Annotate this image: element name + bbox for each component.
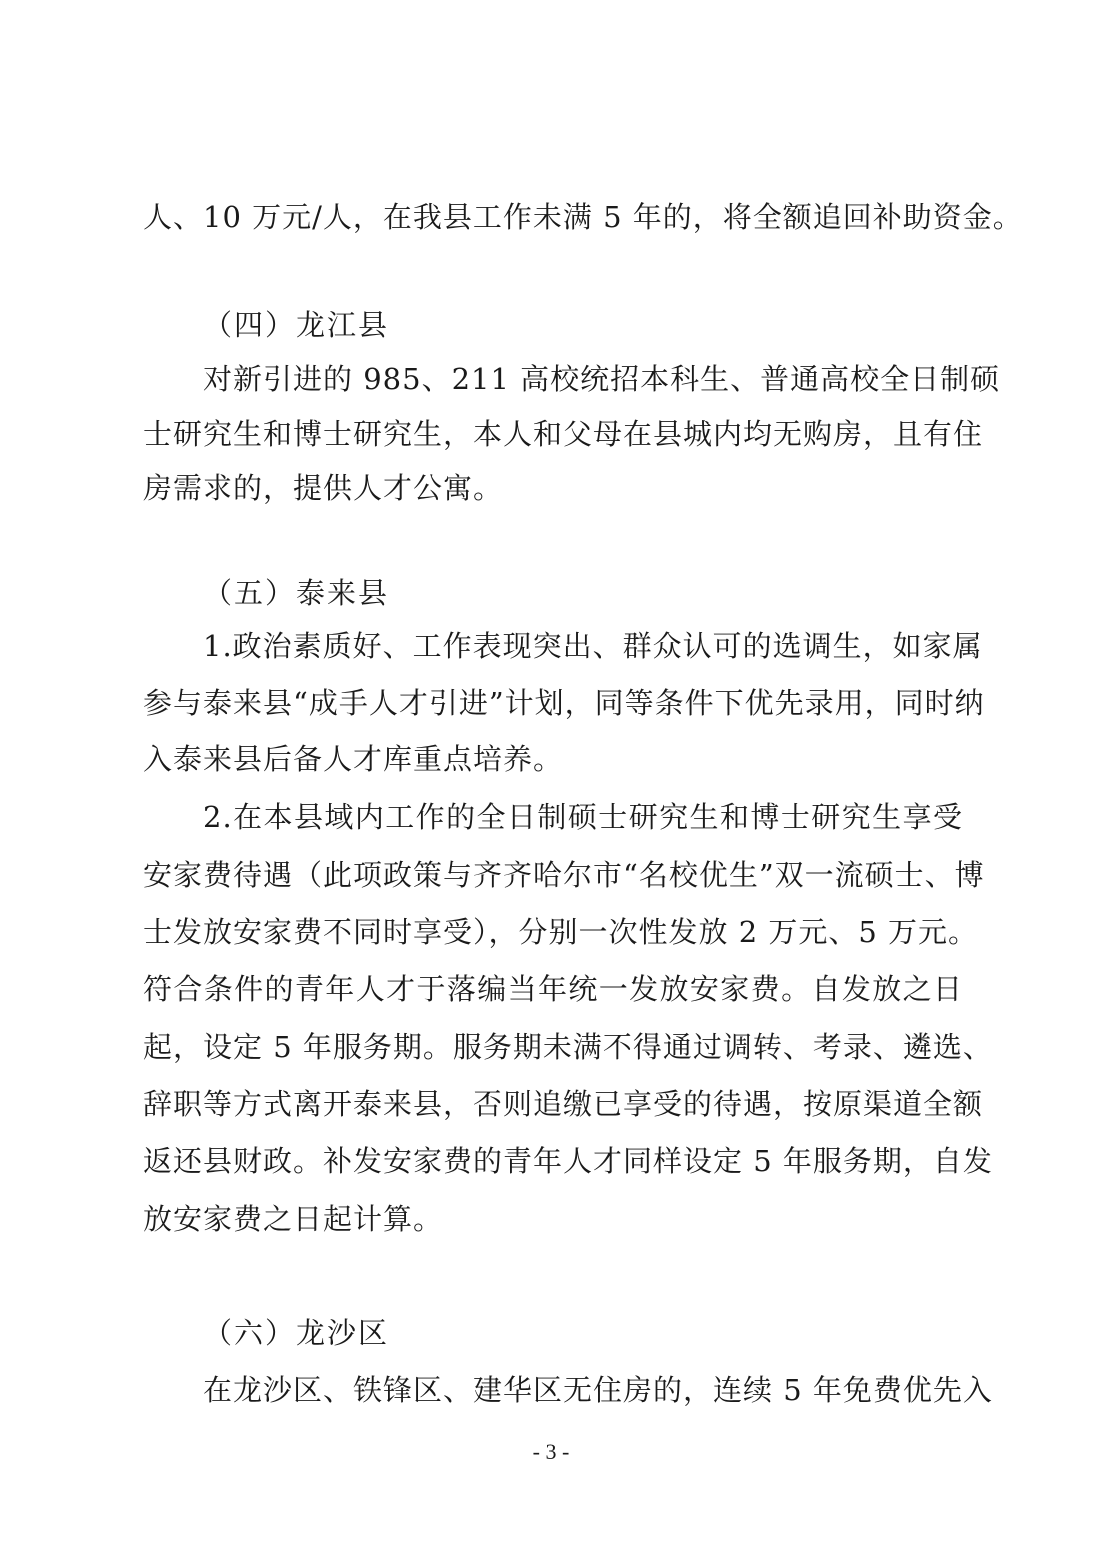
text-line: 辞职等方式离开泰来县，否则追缴已享受的待遇，按原渠道全额 [143, 1087, 984, 1121]
section-heading-longsha: （六）龙沙区 [203, 1316, 390, 1350]
text-line: 返还县财政。补发安家费的青年人才同样设定 5 年服务期，自发 [143, 1144, 993, 1178]
section-heading-longjiang: （四）龙江县 [203, 308, 390, 342]
page-number: - 3 - [532, 1439, 570, 1464]
text-line: 符合条件的青年人才于落编当年统一发放安家费。自发放之日 [143, 972, 963, 1006]
text-line: 起，设定 5 年服务期。服务期未满不得通过调转、考录、遴选、 [143, 1030, 993, 1064]
text-line: 放安家费之日起计算。 [143, 1202, 444, 1236]
text-line: 2.在本县域内工作的全日制硕士研究生和博士研究生享受 [203, 800, 963, 834]
text-line: 安家费待遇（此项政策与齐齐哈尔市“名校优生”双一流硕士、博 [143, 858, 985, 892]
text-line: 在龙沙区、铁锋区、建华区无住房的，连续 5 年免费优先入 [203, 1373, 993, 1407]
text-line: 入泰来县后备人才库重点培养。 [143, 742, 564, 776]
text-line: 房需求的，提供人才公寓。 [143, 471, 504, 505]
text-line: 人、10 万元/人，在我县工作未满 5 年的，将全额追回补助资金。 [143, 200, 1023, 234]
text-line: 士发放安家费不同时享受），分别一次性发放 2 万元、5 万元。 [143, 915, 979, 949]
text-line: 士研究生和博士研究生，本人和父母在县城内均无购房，且有住 [143, 417, 984, 451]
text-line: 参与泰来县“成手人才引进”计划，同等条件下优先录用，同时纳 [143, 686, 985, 720]
text-line: 对新引进的 985、211 高校统招本科生、普通高校全日制硕 [203, 362, 1001, 396]
text-line: 1.政治素质好、工作表现突出、群众认可的选调生，如家属 [203, 629, 983, 663]
section-heading-tailai: （五）泰来县 [203, 576, 390, 610]
